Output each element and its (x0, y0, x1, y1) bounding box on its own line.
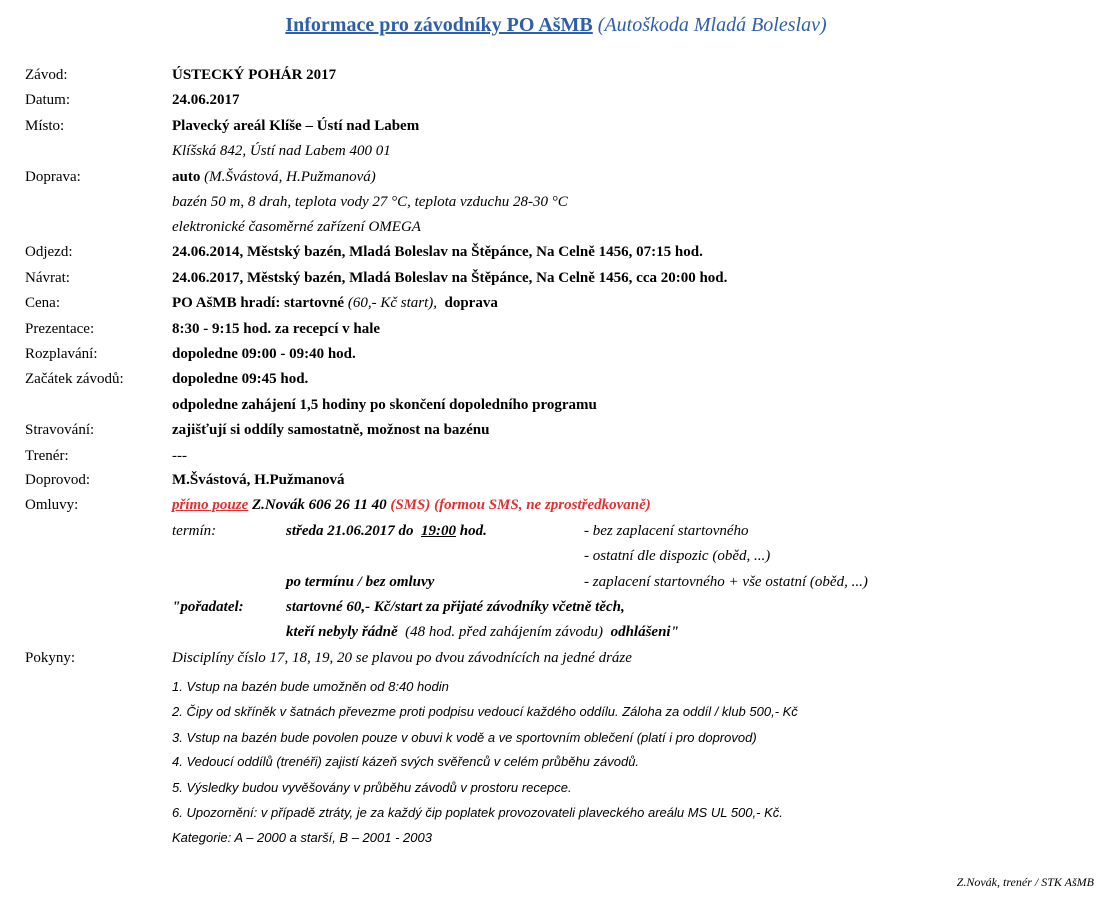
value-doprovod: M.Švástová, H.Pužmanová (172, 472, 345, 488)
after-termin-note: - zaplacení startovného + vše ostatní (oběd, ...) (584, 574, 868, 590)
value-navrat: 24.06.2017, Městský bazén, Mladá Boleslav na Štěpánce, Na Celně 1456, cca 20:00 hod. (172, 270, 728, 286)
poradatel-2b: (48 hod. před zahájením závodu) (405, 624, 604, 640)
label-odjezd: Odjezd: (25, 244, 73, 260)
value-zacatek-odpoledne: odpoledne zahájení 1,5 hodiny po skončení dopoledního programu (172, 397, 597, 413)
value-misto: Plavecký areál Klíše – Ústí nad Labem (172, 118, 420, 134)
value-stravovani: zajišťují si oddíly samostatně, možnost na bazénu (172, 422, 490, 438)
omluvy-direct: přímo pouze (172, 497, 249, 513)
pokyny-intro: Disciplíny číslo 17, 18, 19, 20 se plavou po dvou závodnících na jedné dráze (172, 650, 632, 666)
value-zavod: ÚSTECKÝ POHÁR 2017 (172, 67, 337, 83)
termin-date-text: středa 21.06.2017 do (286, 523, 414, 539)
poradatel-2c: odhlášeni" (610, 624, 679, 640)
pokyny-item: 5. Výsledky budou vyvěšovány v průběhu závodů v prostoru recepce. (172, 780, 572, 795)
poradatel-line-2 (286, 622, 679, 642)
pokyny-item: 4. Vedoucí oddílů (trenéři) zajistí kázeň svých svěřenců v celém průběhu závodů. (172, 754, 640, 769)
termin-time: 19:00 (421, 523, 456, 539)
label-pokyny: Pokyny: (25, 650, 76, 666)
value-rozplavani: dopoledne 09:00 - 09:40 hod. (172, 346, 356, 362)
label-cena: Cena: (25, 295, 60, 311)
termin-note-2: - ostatní dle dispozic (oběd, ...) (584, 548, 771, 564)
termin-hod: hod. (459, 523, 487, 539)
value-timing-info: elektronické časoměrné zařízení OMEGA (172, 219, 421, 235)
doprava-mode: auto (172, 169, 201, 185)
value-zacatek: dopoledne 09:45 hod. (172, 371, 309, 387)
value-prezentace: 8:30 - 9:15 hod. za recepcí v hale (172, 321, 381, 337)
after-termin-label: po termínu / bez omluvy (286, 574, 435, 590)
label-zavod: Závod: (25, 67, 68, 83)
value-misto-address: Klíšská 842, Ústí nad Labem 400 01 (172, 143, 391, 159)
value-trener: --- (172, 448, 187, 464)
omluvy-sms: (SMS) (formou SMS, ne zprostředkovaně) (390, 497, 651, 513)
label-zacatek: Začátek závodů: (25, 371, 124, 387)
value-pool-info: bazén 50 m, 8 drah, teplota vody 27 °C, teplota vzduchu 28-30 °C (172, 194, 568, 210)
value-omluvy (172, 495, 651, 515)
pokyny-kategorie: Kategorie: A – 2000 a starší, B – 2001 - 2003 (172, 830, 432, 845)
label-omluvy: Omluvy: (25, 497, 79, 513)
pokyny-item: 2. Čipy od skříněk v šatnách převezme proti podpisu vedoucí každého oddílu. Záloha za oddíl / klub 500,- Kč (172, 704, 798, 719)
label-doprovod: Doprovod: (25, 472, 90, 488)
label-trener: Trenér: (25, 448, 69, 464)
cena-text: PO AšMB hradí: startovné (172, 295, 345, 311)
title-main: Informace pro závodníky PO AšMB (285, 14, 593, 36)
cena-note: (60,- Kč start), (347, 295, 437, 311)
label-misto: Místo: (25, 118, 65, 134)
poradatel-line-1: startovné 60,- Kč/start za přijaté závodníky včetně těch, (286, 599, 625, 615)
value-doprava (172, 167, 376, 187)
termin-label: termín: (172, 523, 217, 539)
doprava-drivers: (M.Švástová, H.Pužmanová) (204, 169, 376, 185)
label-rozplavani: Rozplavání: (25, 346, 98, 362)
poradatel-2a: kteří nebyly řádně (286, 624, 398, 640)
label-prezentace: Prezentace: (25, 321, 95, 337)
value-cena (172, 293, 498, 313)
cena-doprava: doprava (444, 295, 498, 311)
label-stravovani: Stravování: (25, 422, 95, 438)
signature: Z.Novák, trenér / STK AšMB (956, 875, 1094, 889)
termin-note-1: - bez zaplacení startovného (584, 523, 749, 539)
pokyny-item: 6. Upozornění: v případě ztráty, je za každý čip poplatek provozovateli plaveckého areálu MS UL 500,- Kč. (172, 805, 783, 820)
pokyny-item: 3. Vstup na bazén bude povolen pouze v obuvi k vodě a ve sportovním oblečení (platí i pro doprovod) (172, 730, 757, 745)
label-navrat: Návrat: (25, 270, 70, 286)
value-datum: 24.06.2017 (172, 92, 240, 108)
value-odjezd: 24.06.2014, Městský bazén, Mladá Boleslav na Štěpánce, Na Celně 1456, 07:15 hod. (172, 244, 703, 260)
poradatel-label: "pořadatel: (172, 599, 244, 615)
pokyny-item: 1. Vstup na bazén bude umožněn od 8:40 hodin (172, 679, 449, 694)
termin-date (286, 521, 487, 541)
label-doprava: Doprava: (25, 169, 81, 185)
title-sub: (Autoškoda Mladá Boleslav) (597, 14, 827, 36)
label-datum: Datum: (25, 92, 70, 108)
page-title (0, 12, 1112, 38)
omluvy-contact: Z.Novák 606 26 11 40 (252, 497, 387, 513)
